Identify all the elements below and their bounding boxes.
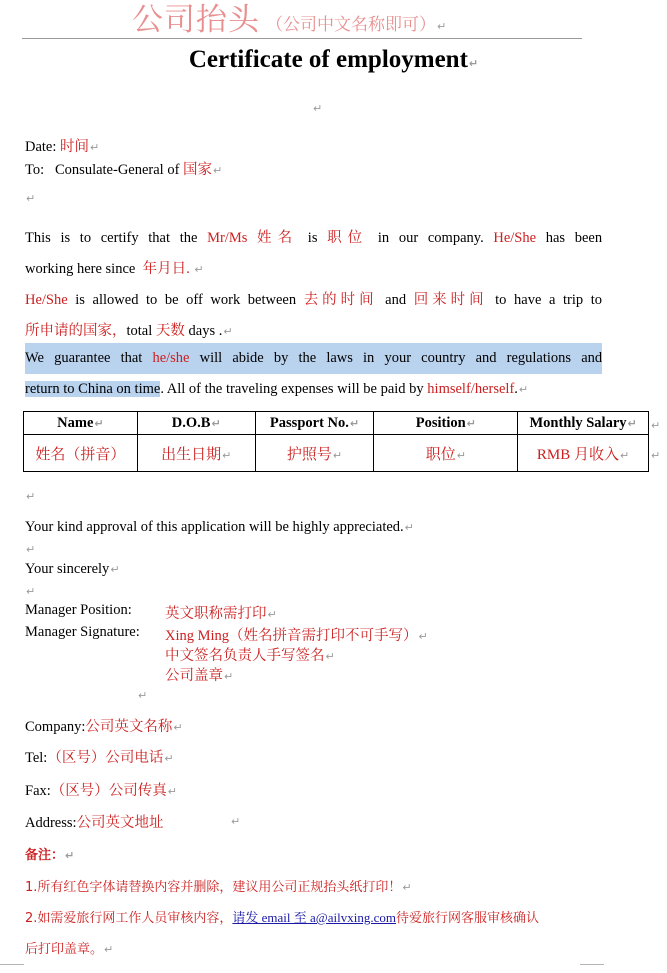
- word: is: [60, 230, 71, 246]
- word: certify: [100, 230, 139, 246]
- tel-line: [25, 746, 174, 767]
- word: regulations: [506, 350, 572, 366]
- header-cell: Name↵: [24, 412, 138, 435]
- empty-paragraph: [137, 687, 147, 704]
- paragraph-mark: ↵: [26, 585, 36, 598]
- header-cell: D.O.B↵: [137, 412, 255, 435]
- word: been: [574, 230, 603, 246]
- paragraph-mark: ↵: [332, 448, 343, 462]
- word: the: [179, 230, 198, 246]
- word: the: [298, 350, 317, 366]
- tel-value: （区号）公司电话: [47, 750, 164, 766]
- para2-line1: [25, 288, 602, 309]
- paragraph-mark: ↵: [437, 20, 447, 33]
- row-end-mark: [650, 417, 660, 434]
- table-row: [24, 435, 649, 472]
- date-label: Date:: [25, 139, 57, 155]
- payer: himself/herself: [427, 381, 515, 397]
- word: that: [120, 350, 143, 366]
- passport-cell: 护照号↵: [255, 435, 374, 472]
- signature-instruction: [165, 644, 335, 665]
- note-1: [25, 876, 412, 895]
- title-text: Certificate of employment: [188, 46, 468, 73]
- paragraph-mark: ↵: [349, 416, 360, 430]
- paragraph-mark: ↵: [231, 815, 241, 828]
- para1-line2: [25, 257, 204, 278]
- value-text: 中文签名负责人手写签名: [165, 648, 325, 664]
- paragraph-mark: ↵: [620, 448, 630, 462]
- empty-paragraph: [25, 541, 35, 558]
- paragraph-mark: ↵: [26, 543, 36, 556]
- paragraph-mark: ↵: [223, 325, 233, 338]
- word: days .: [188, 323, 223, 339]
- company-seal: [165, 664, 233, 685]
- period: .: [514, 381, 518, 397]
- paragraph-mark: ↵: [224, 670, 234, 683]
- return-time: 回来时间: [413, 292, 488, 308]
- word: has: [545, 230, 566, 246]
- label-text: Address:: [25, 815, 77, 831]
- paragraph-mark: ↵: [164, 752, 174, 765]
- word: your: [384, 350, 412, 366]
- label-text: Manager Position:: [25, 602, 132, 618]
- paragraph-mark: ↵: [104, 943, 114, 956]
- note-text: 1.所有红色字体请替换内容并删除，建议用公司正规抬头纸打印！: [25, 880, 402, 895]
- sincerely-text: Your sincerely: [25, 561, 110, 577]
- manager-signature-value: [165, 624, 428, 645]
- paragraph-mark: ↵: [404, 521, 414, 534]
- fax-value: （区号）公司传真: [50, 783, 167, 799]
- paragraph-mark: ↵: [213, 164, 223, 177]
- salary-cell: RMB 月收入↵: [518, 435, 649, 472]
- to-line: [25, 158, 222, 179]
- highlighted-text: return to China on time: [25, 381, 161, 397]
- approval-line: [25, 519, 414, 536]
- word: laws: [326, 350, 353, 366]
- empty-paragraph: [25, 488, 35, 505]
- manager-position-value: [165, 602, 277, 623]
- empty-paragraph: [312, 100, 322, 117]
- paragraph-mark: ↵: [402, 881, 412, 894]
- letterhead-main: 公司抬头: [132, 2, 260, 38]
- para1-text: working here since: [25, 261, 136, 277]
- manager-signature-label: [25, 624, 140, 641]
- document-title: [0, 46, 667, 74]
- para3-line1: [25, 343, 602, 374]
- paragraph-mark: ↵: [167, 785, 177, 798]
- paragraph-mark: ↵: [173, 721, 183, 734]
- empty-paragraph: [25, 583, 35, 600]
- word: will: [199, 350, 223, 366]
- note-text: 2.如需爱旅行网工作人员审核内容，: [25, 911, 233, 926]
- word: and: [581, 350, 603, 366]
- destination-country: 所申请的国家，: [25, 323, 127, 339]
- label-text: Company:: [25, 719, 86, 735]
- dob-cell: 出生日期↵: [137, 435, 255, 472]
- days-value: 天数: [155, 323, 185, 339]
- word: our: [398, 230, 419, 246]
- word: guarantee: [54, 350, 111, 366]
- word: total: [126, 323, 153, 339]
- paragraph-mark: ↵: [325, 650, 335, 663]
- employee-info-table: [23, 411, 649, 472]
- note-text: 待爱旅行网客服审核确认: [396, 911, 540, 926]
- row-end-mark: [650, 447, 660, 464]
- letterhead-rule: [22, 38, 582, 39]
- header-cell: Monthly Salary↵: [518, 412, 649, 435]
- word: to: [79, 230, 92, 246]
- word: 姓名: [257, 230, 299, 246]
- word: in: [377, 230, 390, 246]
- company-name: 公司英文名称: [85, 719, 173, 735]
- fax-line: [25, 779, 177, 800]
- company-line: [25, 715, 183, 736]
- paragraph-mark: ↵: [651, 449, 661, 462]
- empty-paragraph: [25, 190, 35, 207]
- paragraph-mark: ↵: [110, 563, 120, 576]
- letterhead: [132, 0, 446, 39]
- departure-time: 去的时间: [303, 292, 378, 308]
- paragraph-mark: ↵: [222, 448, 232, 462]
- label-text: Fax:: [25, 783, 51, 799]
- word: Mr/Ms: [207, 230, 248, 246]
- word: and: [475, 350, 497, 366]
- header-cell: Position↵: [374, 412, 518, 435]
- paragraph-mark: ↵: [94, 416, 104, 430]
- start-date: 年月日.: [142, 261, 190, 277]
- label-text: Tel:: [25, 750, 48, 766]
- paragraph-mark: ↵: [627, 416, 637, 430]
- sincerely-line: [25, 561, 120, 578]
- paragraph-mark: ↵: [65, 849, 75, 862]
- notes-heading: [25, 844, 74, 863]
- paragraph-mark: ↵: [418, 630, 428, 643]
- word: that: [148, 230, 171, 246]
- paragraph-mark: ↵: [194, 263, 204, 276]
- approval-text: Your kind approval of this application will be highly appreciated.: [25, 519, 404, 535]
- word: country: [421, 350, 466, 366]
- paragraph-mark: ↵: [267, 608, 277, 621]
- para2-line2: [25, 319, 233, 340]
- email-link[interactable]: 请发 email 至 a@ailvxing.com: [232, 910, 397, 925]
- address-value: 公司英文地址: [76, 815, 164, 831]
- word: by: [273, 350, 289, 366]
- note-2: [25, 907, 539, 926]
- value-text: Xing Ming（姓名拼音需打印不可手写）: [165, 628, 418, 644]
- name-cell: 姓名（拼音）: [24, 435, 138, 472]
- word: to have a trip to: [495, 292, 602, 308]
- note-text: 后打印盖章。: [25, 942, 104, 957]
- label-text: Manager Signature:: [25, 624, 140, 640]
- paragraph-mark: ↵: [211, 416, 221, 430]
- note-2-continued: [25, 938, 113, 957]
- value-text: 公司盖章: [165, 668, 223, 684]
- word: in: [363, 350, 375, 366]
- paragraph-mark: ↵: [26, 192, 36, 205]
- paragraph-mark: ↵: [651, 419, 661, 432]
- word: This: [25, 230, 51, 246]
- address-end-mark: [230, 813, 240, 830]
- word: he/she: [152, 350, 190, 366]
- to-label: To:: [25, 162, 45, 178]
- table-header-row: [24, 412, 649, 435]
- position-cell: 职位↵: [374, 435, 518, 472]
- date-line: [25, 135, 99, 156]
- word: is: [307, 230, 318, 246]
- to-value: 国家: [183, 162, 213, 178]
- word: abide: [232, 350, 264, 366]
- para1-line1: [25, 226, 602, 247]
- word: He/She: [493, 230, 537, 246]
- manager-position-label: [25, 602, 132, 619]
- address-line: [25, 811, 164, 832]
- para3-text: . All of the traveling expenses will be paid by: [160, 381, 424, 397]
- header-cell: Passport No.↵: [255, 412, 374, 435]
- word: We: [25, 350, 44, 366]
- paragraph-mark: ↵: [138, 689, 148, 702]
- paragraph-mark: ↵: [466, 416, 476, 430]
- letterhead-note: （公司中文名称即可）: [266, 15, 436, 35]
- value-text: 英文职称需打印: [165, 606, 267, 622]
- para3-line2: [25, 374, 528, 405]
- paragraph-mark: ↵: [518, 383, 529, 396]
- word: is allowed to be off work between: [75, 292, 297, 308]
- paragraph-mark: ↵: [26, 490, 36, 503]
- word: company.: [427, 230, 484, 246]
- word: 职位: [327, 230, 369, 246]
- to-text: Consulate-General of: [55, 162, 180, 178]
- paragraph-mark: ↵: [90, 141, 100, 154]
- word: and: [385, 292, 407, 308]
- paragraph-mark: ↵: [468, 57, 479, 70]
- paragraph-mark: ↵: [313, 102, 323, 115]
- heading-text: 备注：: [25, 848, 65, 863]
- date-value: 时间: [60, 139, 90, 155]
- paragraph-mark: ↵: [456, 448, 466, 462]
- word: He/She: [25, 292, 68, 308]
